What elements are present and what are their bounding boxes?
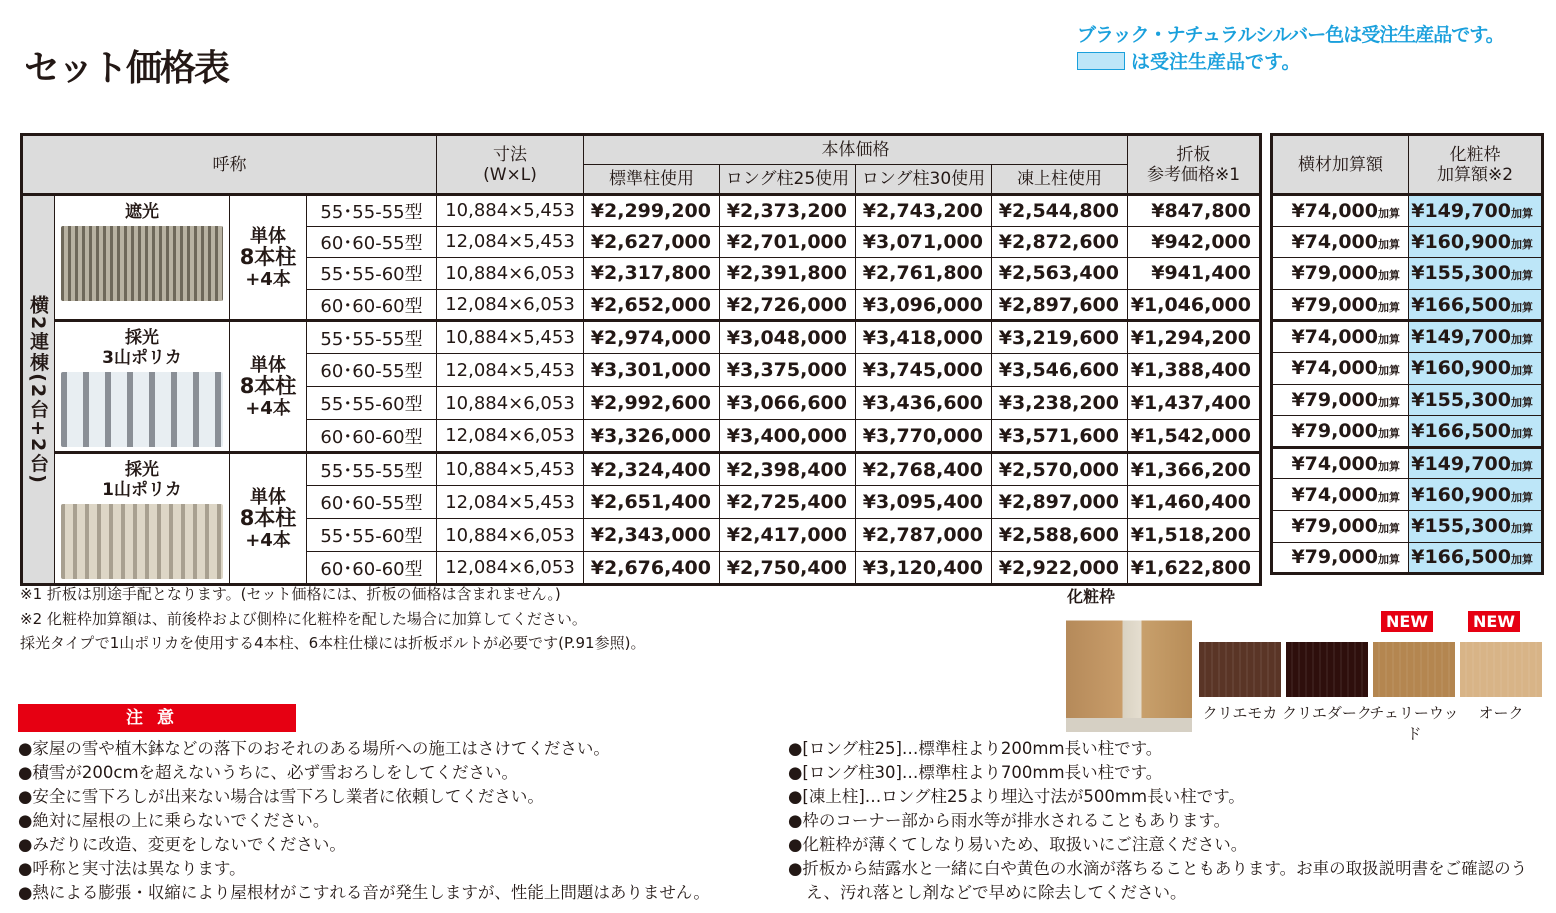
price: ¥1,518,200 xyxy=(1128,519,1261,552)
new-badge: NEW xyxy=(1468,611,1520,632)
footnote-1: ※1 折板は別途手配となります。(セット価格には、折板の価格は含まれません。) xyxy=(20,585,561,603)
size: 12,084×6,053 xyxy=(437,552,584,585)
kesho-add: ¥166,500加算 xyxy=(1409,542,1543,574)
color-swatch xyxy=(1286,642,1368,697)
table-row xyxy=(1272,226,1543,258)
kesho-add: ¥155,300加算 xyxy=(1409,384,1543,416)
table-row xyxy=(22,453,1261,486)
yoko-add: ¥79,000加算 xyxy=(1272,416,1409,448)
table-row xyxy=(1272,416,1543,448)
caution-item: ●安全に雪下ろしが出来ない場合は雪下ろし業者に依頼してください。 xyxy=(18,787,544,806)
price: ¥2,588,600 xyxy=(992,519,1128,552)
price: ¥1,622,800 xyxy=(1128,552,1261,585)
table-row xyxy=(1272,289,1543,321)
price: ¥3,120,400 xyxy=(856,552,992,585)
price: ¥3,418,000 xyxy=(856,321,992,354)
side-label: 横2連棟(2台+2台) xyxy=(22,195,55,585)
type-name: 遮光 xyxy=(125,202,159,222)
post-count: 単体 8本柱 +4本 xyxy=(230,453,307,585)
table-row xyxy=(1272,258,1543,290)
table-row xyxy=(1272,384,1543,416)
yoko-add: ¥79,000加算 xyxy=(1272,258,1409,290)
color-name: クリエダーク xyxy=(1282,704,1372,722)
price: ¥3,096,000 xyxy=(856,289,992,321)
price: ¥3,745,000 xyxy=(856,354,992,387)
model: 60･60-60型 xyxy=(307,420,437,453)
yoko-add: ¥74,000加算 xyxy=(1272,321,1409,353)
price: ¥941,400 xyxy=(1128,258,1261,290)
price: ¥1,542,000 xyxy=(1128,420,1261,453)
kesho-add: ¥149,700加算 xyxy=(1409,195,1543,227)
color-legend xyxy=(1077,47,1300,74)
color-swatch xyxy=(1199,642,1281,697)
kesho-add: ¥149,700加算 xyxy=(1409,447,1543,479)
price: ¥3,219,600 xyxy=(992,321,1128,354)
model: 60･60-55型 xyxy=(307,486,437,519)
model: 55･55-60型 xyxy=(307,387,437,420)
caution-item: え、汚れ落とし剤などで早めに除去してください。 xyxy=(806,883,1187,902)
price: ¥2,897,600 xyxy=(992,289,1128,321)
price: ¥2,676,400 xyxy=(584,552,720,585)
price: ¥2,992,600 xyxy=(584,387,720,420)
price: ¥3,071,000 xyxy=(856,226,992,258)
type-cell xyxy=(55,321,230,453)
kesho-add: ¥155,300加算 xyxy=(1409,510,1543,542)
caution-item: ●みだりに改造、変更をしないでください。 xyxy=(18,835,346,854)
yoko-add: ¥74,000加算 xyxy=(1272,447,1409,479)
price: ¥3,326,000 xyxy=(584,420,720,453)
price: ¥2,652,000 xyxy=(584,289,720,321)
price: ¥2,627,000 xyxy=(584,226,720,258)
post-count: 単体 8本柱 +4本 xyxy=(230,321,307,453)
caution-item: ●絶対に屋根の上に乗らないでください。 xyxy=(18,811,330,830)
model: 60･60-55型 xyxy=(307,226,437,258)
model: 55･55-55型 xyxy=(307,321,437,354)
price: ¥3,436,600 xyxy=(856,387,992,420)
price: ¥2,725,400 xyxy=(720,486,856,519)
roof-photo xyxy=(61,226,223,301)
color-name: チェリーウッド xyxy=(1369,704,1459,743)
type-subname: 3山ポリカ xyxy=(102,348,182,369)
footnote-2: ※2 化粧枠加算額は、前後枠および側枠に化粧枠を配した場合に加算してください。 xyxy=(20,610,587,628)
price: ¥3,095,400 xyxy=(856,486,992,519)
color-name: オーク xyxy=(1478,704,1524,722)
price: ¥3,546,600 xyxy=(992,354,1128,387)
caution-item: ●熱による膨張・収縮により屋根材がこすれる音が発生しますが、性能上問題はありません。 xyxy=(18,883,710,902)
price: ¥2,398,400 xyxy=(720,453,856,486)
price: ¥2,922,000 xyxy=(992,552,1128,585)
roof-photo xyxy=(61,372,223,447)
price: ¥942,000 xyxy=(1128,226,1261,258)
price: ¥3,066,600 xyxy=(720,387,856,420)
header-frozen: 凍上柱使用 xyxy=(992,165,1128,195)
price: ¥847,800 xyxy=(1128,195,1261,227)
caution-heading: 注意 xyxy=(18,704,296,732)
caution-item: ●呼称と実寸法は異なります。 xyxy=(18,859,246,878)
price: ¥1,046,000 xyxy=(1128,289,1261,321)
header-long25: ロング柱25使用 xyxy=(720,165,856,195)
yoko-add: ¥79,000加算 xyxy=(1272,384,1409,416)
table-row xyxy=(22,321,1261,354)
caution-item: ●[ロング柱30]…標準柱より700mm長い柱です。 xyxy=(788,763,1163,782)
table-row xyxy=(1272,510,1543,542)
caution-item: ●折板から結露水と一緒に白や黄色の水滴が落ちることもあります。お車の取扱説明書をご確認のう xyxy=(788,859,1528,878)
order-notice: ブラック・ナチュラルシルバー色は受注生産品です。 xyxy=(1077,24,1504,46)
model: 60･60-60型 xyxy=(307,289,437,321)
model: 60･60-60型 xyxy=(307,552,437,585)
model: 55･55-60型 xyxy=(307,258,437,290)
price: ¥1,388,400 xyxy=(1128,354,1261,387)
price: ¥2,651,400 xyxy=(584,486,720,519)
model: 55･55-55型 xyxy=(307,195,437,227)
kesho-add: ¥160,900加算 xyxy=(1409,226,1543,258)
price: ¥2,417,000 xyxy=(720,519,856,552)
caution-list-right xyxy=(788,737,1527,905)
legend-swatch xyxy=(1077,52,1125,70)
kesho-add: ¥160,900加算 xyxy=(1409,352,1543,384)
price: ¥3,048,000 xyxy=(720,321,856,354)
header-body-price: 本体価格 xyxy=(584,135,1128,165)
model: 55･55-60型 xyxy=(307,519,437,552)
type-cell xyxy=(55,195,230,321)
footnote-3: 採光タイプで1山ポリカを使用する4本柱、6本柱仕様には折板ボルトが必要です(P.91参照)。 xyxy=(20,634,646,652)
kesho-title: 化粧枠 xyxy=(1067,587,1116,606)
price: ¥2,768,400 xyxy=(856,453,992,486)
kesho-add: ¥166,500加算 xyxy=(1409,289,1543,321)
price: ¥2,726,000 xyxy=(720,289,856,321)
price: ¥3,375,000 xyxy=(720,354,856,387)
price: ¥3,400,000 xyxy=(720,420,856,453)
price: ¥2,761,800 xyxy=(856,258,992,290)
type-name: 採光 xyxy=(125,460,159,481)
header-long30: ロング柱30使用 xyxy=(856,165,992,195)
caution-item: ●[凍上柱]…ロング柱25より埋込寸法が500mm長い柱です。 xyxy=(788,787,1245,806)
size: 12,084×6,053 xyxy=(437,289,584,321)
table-row xyxy=(1272,195,1543,227)
size: 12,084×5,453 xyxy=(437,354,584,387)
model: 60･60-55型 xyxy=(307,354,437,387)
caution-item: ●枠のコーナー部から雨水等が排水されることもあります。 xyxy=(788,811,1231,830)
price: ¥3,238,200 xyxy=(992,387,1128,420)
price: ¥2,570,000 xyxy=(992,453,1128,486)
post-count: 単体 8本柱 +4本 xyxy=(230,195,307,321)
header-kesho: 化粧枠 加算額※2 xyxy=(1409,135,1543,195)
price: ¥2,373,200 xyxy=(720,195,856,227)
price: ¥2,701,000 xyxy=(720,226,856,258)
table-row xyxy=(1272,321,1543,353)
price: ¥2,787,000 xyxy=(856,519,992,552)
size: 10,884×5,453 xyxy=(437,453,584,486)
header-std: 標準柱使用 xyxy=(584,165,720,195)
table-row xyxy=(1272,542,1543,574)
table-row xyxy=(1272,479,1543,511)
kesho-add: ¥160,900加算 xyxy=(1409,479,1543,511)
kesho-add: ¥149,700加算 xyxy=(1409,321,1543,353)
roof-photo xyxy=(61,504,223,579)
yoko-add: ¥74,000加算 xyxy=(1272,226,1409,258)
addon-table xyxy=(1270,133,1544,575)
table-row xyxy=(1272,447,1543,479)
price: ¥2,974,000 xyxy=(584,321,720,354)
caution-item: ●積雪が200cmを超えないうちに、必ず雪おろしをしてください。 xyxy=(18,763,519,782)
yoko-add: ¥74,000加算 xyxy=(1272,195,1409,227)
size: 12,084×5,453 xyxy=(437,226,584,258)
color-name: クリエモカ xyxy=(1202,704,1278,722)
header-size: 寸法 (W×L) xyxy=(437,135,584,195)
size: 10,884×6,053 xyxy=(437,258,584,290)
type-subname: 1山ポリカ xyxy=(102,480,182,501)
yoko-add: ¥79,000加算 xyxy=(1272,510,1409,542)
size: 12,084×6,053 xyxy=(437,420,584,453)
caution-item: ●家屋の雪や植木鉢などの落下のおそれのある場所への施工はさけてください。 xyxy=(18,739,610,758)
size: 10,884×6,053 xyxy=(437,519,584,552)
price: ¥3,301,000 xyxy=(584,354,720,387)
yoko-add: ¥74,000加算 xyxy=(1272,479,1409,511)
price: ¥1,437,400 xyxy=(1128,387,1261,420)
yoko-add: ¥79,000加算 xyxy=(1272,289,1409,321)
price: ¥2,299,200 xyxy=(584,195,720,227)
header-fold: 折板 参考価格※1 xyxy=(1128,135,1261,195)
price-table xyxy=(20,133,1262,586)
kesho-add: ¥166,500加算 xyxy=(1409,416,1543,448)
header-yoko: 横材加算額 xyxy=(1272,135,1409,195)
price: ¥2,317,800 xyxy=(584,258,720,290)
price: ¥2,324,400 xyxy=(584,453,720,486)
price: ¥2,750,400 xyxy=(720,552,856,585)
caution-list-left xyxy=(18,737,710,905)
size: 10,884×6,053 xyxy=(437,387,584,420)
color-swatch xyxy=(1460,642,1542,697)
price: ¥2,743,200 xyxy=(856,195,992,227)
kesho-add: ¥155,300加算 xyxy=(1409,258,1543,290)
price: ¥1,366,200 xyxy=(1128,453,1261,486)
table-row xyxy=(22,195,1261,227)
type-cell xyxy=(55,453,230,585)
caution-item: ●[ロング柱25]…標準柱より200mm長い柱です。 xyxy=(788,739,1163,758)
price: ¥2,343,000 xyxy=(584,519,720,552)
table-row xyxy=(1272,352,1543,384)
price: ¥2,872,600 xyxy=(992,226,1128,258)
type-name: 採光 xyxy=(125,328,159,349)
size: 10,884×5,453 xyxy=(437,321,584,354)
page-title: セット価格表 xyxy=(24,48,229,89)
legend-text: は受注生産品です。 xyxy=(1131,51,1301,73)
new-badge: NEW xyxy=(1381,611,1433,632)
model: 55･55-55型 xyxy=(307,453,437,486)
price: ¥2,897,000 xyxy=(992,486,1128,519)
yoko-add: ¥74,000加算 xyxy=(1272,352,1409,384)
kesho-corner-image xyxy=(1066,612,1192,732)
color-swatch xyxy=(1373,642,1455,697)
size: 12,084×5,453 xyxy=(437,486,584,519)
price: ¥2,391,800 xyxy=(720,258,856,290)
header-name: 呼称 xyxy=(22,135,437,195)
yoko-add: ¥79,000加算 xyxy=(1272,542,1409,574)
caution-item: ●化粧枠が薄くてしなり易いため、取扱いにご注意ください。 xyxy=(788,835,1248,854)
price: ¥2,563,400 xyxy=(992,258,1128,290)
price: ¥3,770,000 xyxy=(856,420,992,453)
price: ¥3,571,600 xyxy=(992,420,1128,453)
price: ¥1,294,200 xyxy=(1128,321,1261,354)
price: ¥2,544,800 xyxy=(992,195,1128,227)
price: ¥1,460,400 xyxy=(1128,486,1261,519)
size: 10,884×5,453 xyxy=(437,195,584,227)
